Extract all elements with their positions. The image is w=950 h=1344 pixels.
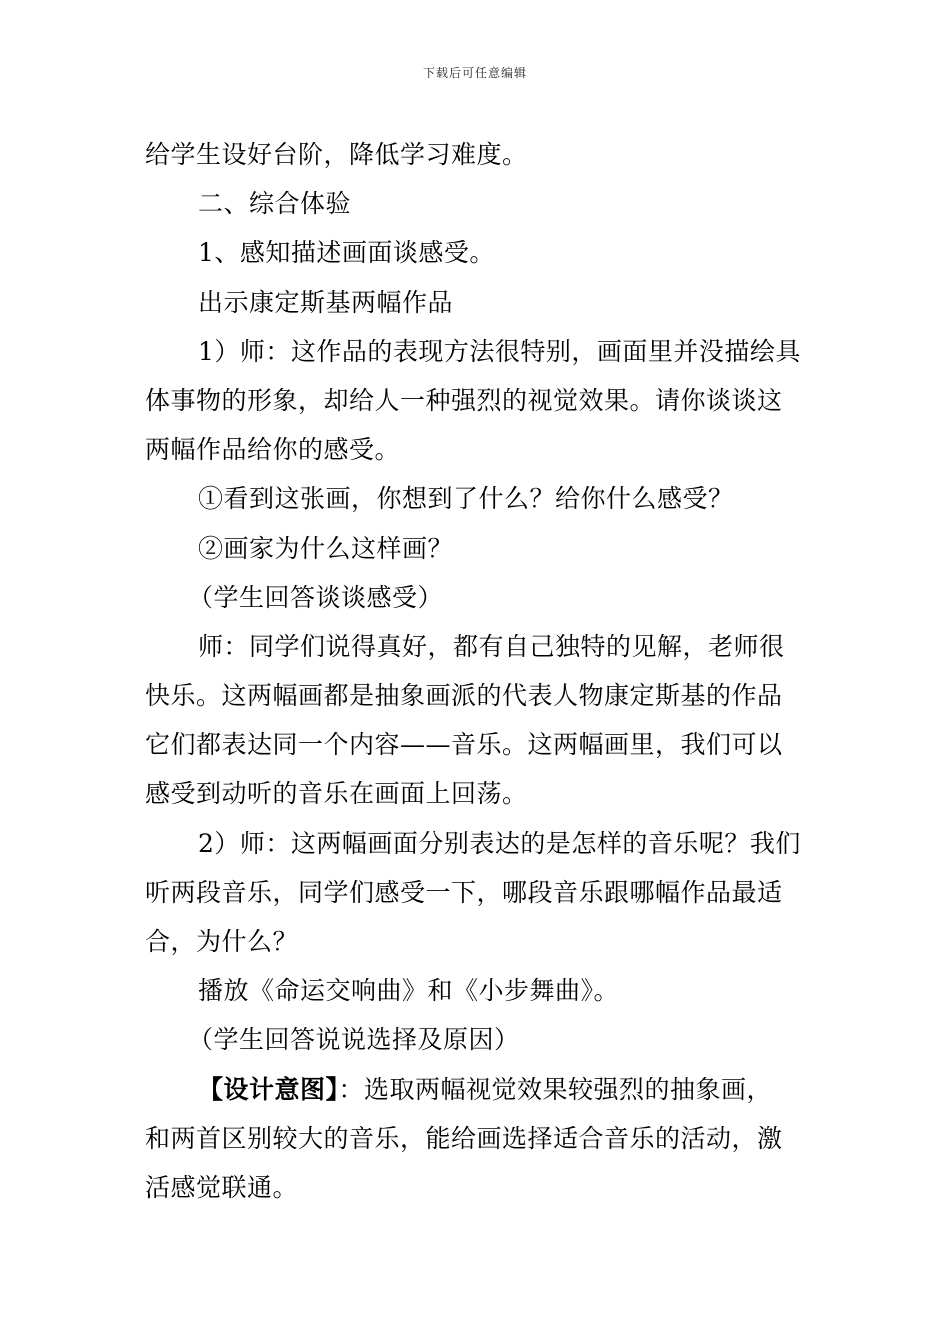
paragraph-line: （学生回答说说选择及原因） [188, 1025, 520, 1055]
paragraph-line: 快乐。这两幅画都是抽象画派的代表人物康定斯基的作品 [145, 681, 783, 711]
paragraph-line: 体事物的形象，却给人一种强烈的视觉效果。请你谈谈这 [145, 385, 783, 415]
paragraph-line: 给学生设好台阶，降低学习难度。 [145, 140, 528, 169]
paragraph-line: 播放《命运交响曲》和《小步舞曲》。 [198, 976, 620, 1006]
paragraph-line: 两幅作品给你的感受。 [145, 435, 401, 465]
question-line: ①看到这张画，你想到了什么？给你什么感受？ [198, 484, 734, 514]
subsection-heading: 1、感知描述画面谈感受。 [198, 238, 495, 268]
section-heading: 二、综合体验 [198, 189, 352, 219]
paragraph-line: 出示康定斯基两幅作品 [198, 287, 454, 317]
design-intent-line [145, 1065, 810, 1114]
paragraph-line: 1）师：这作品的表现方法很特别，画面里并没描绘具 [198, 336, 801, 366]
design-intent-label: 【设计意图】 [198, 1074, 339, 1104]
paragraph-line: 听两段音乐，同学们感受一下，哪段音乐跟哪幅作品最适 [145, 877, 783, 907]
paragraph-line: 它们都表达同一个内容——音乐。这两幅画里，我们可以 [145, 730, 783, 760]
paragraph-line: 合，为什么？ [145, 927, 299, 956]
paragraph-line: 感受到动听的音乐在画面上回荡。 [145, 779, 528, 809]
paragraph-line: 师：同学们说得真好，都有自己独特的见解，老师很 [198, 631, 785, 661]
paragraph-line: （学生回答谈谈感受） [188, 582, 444, 612]
design-intent-text: ：选取两幅视觉效果较强烈的抽象画， [338, 1074, 773, 1104]
page-header: 下载后可任意编辑 [422, 66, 527, 80]
paragraph-line: 活感觉联通。 [145, 1172, 299, 1202]
paragraph-line: 2）师：这两幅画面分别表达的是怎样的音乐呢？我们 [198, 828, 801, 858]
document-body [145, 130, 810, 1212]
question-line: ②画家为什么这样画？ [198, 533, 454, 563]
paragraph-line: 和两首区别较大的音乐，能给画选择适合音乐的活动，激 [145, 1123, 783, 1153]
